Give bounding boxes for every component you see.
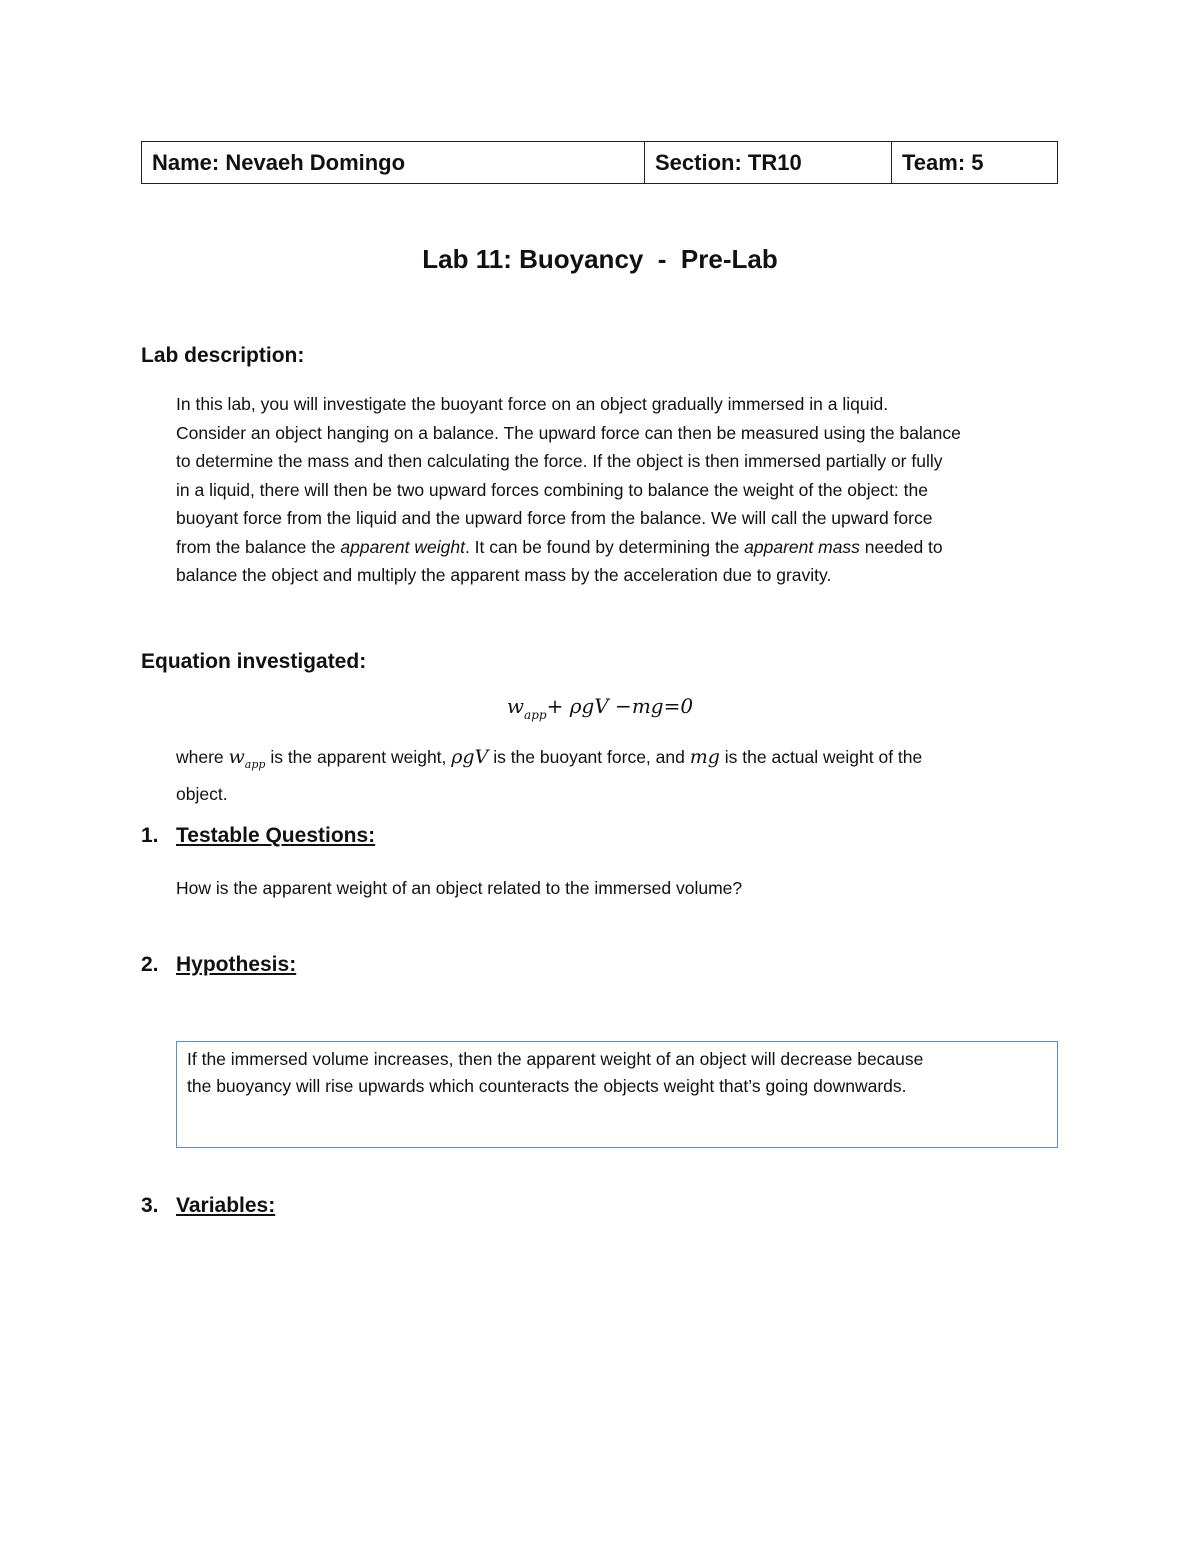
apparent-weight-symbol: $w_{app}$ <box>228 746 266 771</box>
description-line: In this lab, you will investigate the buoyant force on an object gradually immersed in a liquid. <box>176 394 889 414</box>
hypothesis-line: If the immersed volume increases, then the apparent weight of an object will decrease because <box>187 1049 924 1069</box>
section-variables: 3. Variables: <box>141 1194 276 1217</box>
description-line: balance the object and multiply the apparent mass by the acceleration due to gravity. <box>176 565 832 585</box>
description-line: Consider an object hanging on a balance. The upward force can then be measured using the balance <box>176 422 961 443</box>
section-testable-questions: 1. Testable Questions: <box>141 824 376 847</box>
testable-question-text: How is the apparent weight of an object related to the immersed volume? <box>176 878 743 898</box>
header-table <box>141 141 1058 184</box>
hypothesis-line: the buoyancy will rise upwards which counteracts the objects weight that’s going downwards. <box>187 1076 907 1096</box>
page-title: Lab 11: Buoyancy - Pre-Lab <box>422 244 778 274</box>
buoyant-force-symbol: ρgV <box>451 746 489 768</box>
equation-heading: Equation investigated: <box>141 650 367 673</box>
apparent-weight-term: apparent weight <box>340 536 465 557</box>
section-hypothesis: 2. Hypothesis: <box>141 953 297 976</box>
lab-description-paragraph <box>176 390 1066 590</box>
description-line: buoyant force from the liquid and the upward force from the balance. We will call the upward force <box>176 508 933 528</box>
description-line: to determine the mass and then calculating the force. If the object is then immersed partially or fully <box>176 451 943 471</box>
hypothesis-textbox[interactable] <box>176 1041 1058 1148</box>
name-cell: Name: Nevaeh Domingo <box>142 142 645 183</box>
apparent-mass-term: apparent mass <box>744 536 860 557</box>
description-line: from the balance the apparent weight. It can be found by determining the apparent mass needed to <box>176 536 943 557</box>
team-cell: Team: 5 <box>902 149 984 175</box>
section-cell: Section: TR10 <box>645 142 892 183</box>
buoyancy-equation: $w_{app}+ \rho gV -mg=0$ <box>506 694 694 722</box>
equation-explanation: where $w_{app}$ is the apparent weight, ρgV is the buoyant force, and mg is the actual weight of the object. <box>176 746 923 804</box>
actual-weight-symbol: mg <box>689 746 720 768</box>
description-line: in a liquid, there will then be two upward forces combining to balance the weight of the object: the <box>176 479 928 500</box>
lab-description-heading: Lab description: <box>141 344 305 367</box>
